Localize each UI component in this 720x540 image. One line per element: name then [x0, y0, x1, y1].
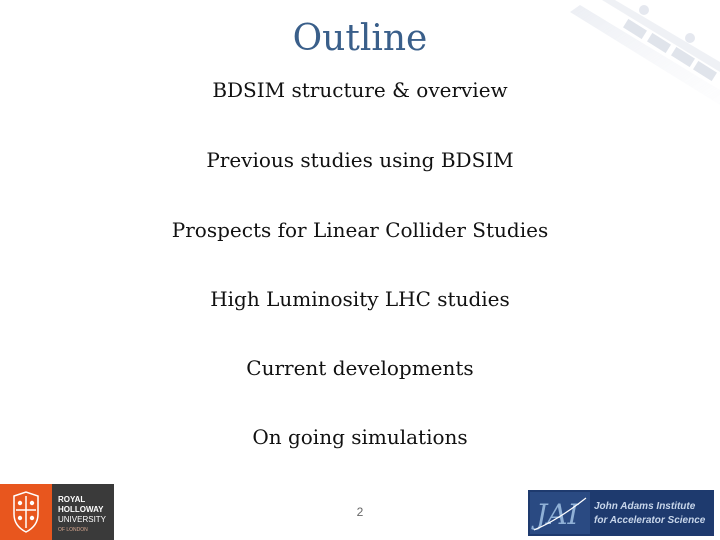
jai-logo-line: for Accelerator Science: [594, 515, 706, 526]
jai-logo-line: John Adams Institute: [594, 501, 696, 512]
outline-item: Previous studies using BDSIM: [206, 148, 514, 172]
rhul-logo-line: HOLLOWAY: [58, 505, 104, 514]
rhul-logo-line: UNIVERSITY: [58, 515, 107, 524]
slide-title: Outline: [292, 18, 428, 59]
rhul-logo-line: ROYAL: [58, 495, 86, 504]
rhul-logo-line: OF LONDON: [58, 527, 88, 533]
outline-item: High Luminosity LHC studies: [210, 287, 510, 311]
jai-logo-mark: JAI: [536, 498, 579, 531]
john-adams-institute-logo: [528, 490, 714, 536]
outline-item: On going simulations: [252, 425, 468, 449]
outline-item: Prospects for Linear Collider Studies: [171, 218, 549, 242]
outline-item: Current developments: [246, 356, 474, 380]
royal-holloway-logo: [0, 484, 114, 540]
outline-item: BDSIM structure & overview: [212, 78, 508, 102]
page-number: 2: [356, 505, 364, 519]
